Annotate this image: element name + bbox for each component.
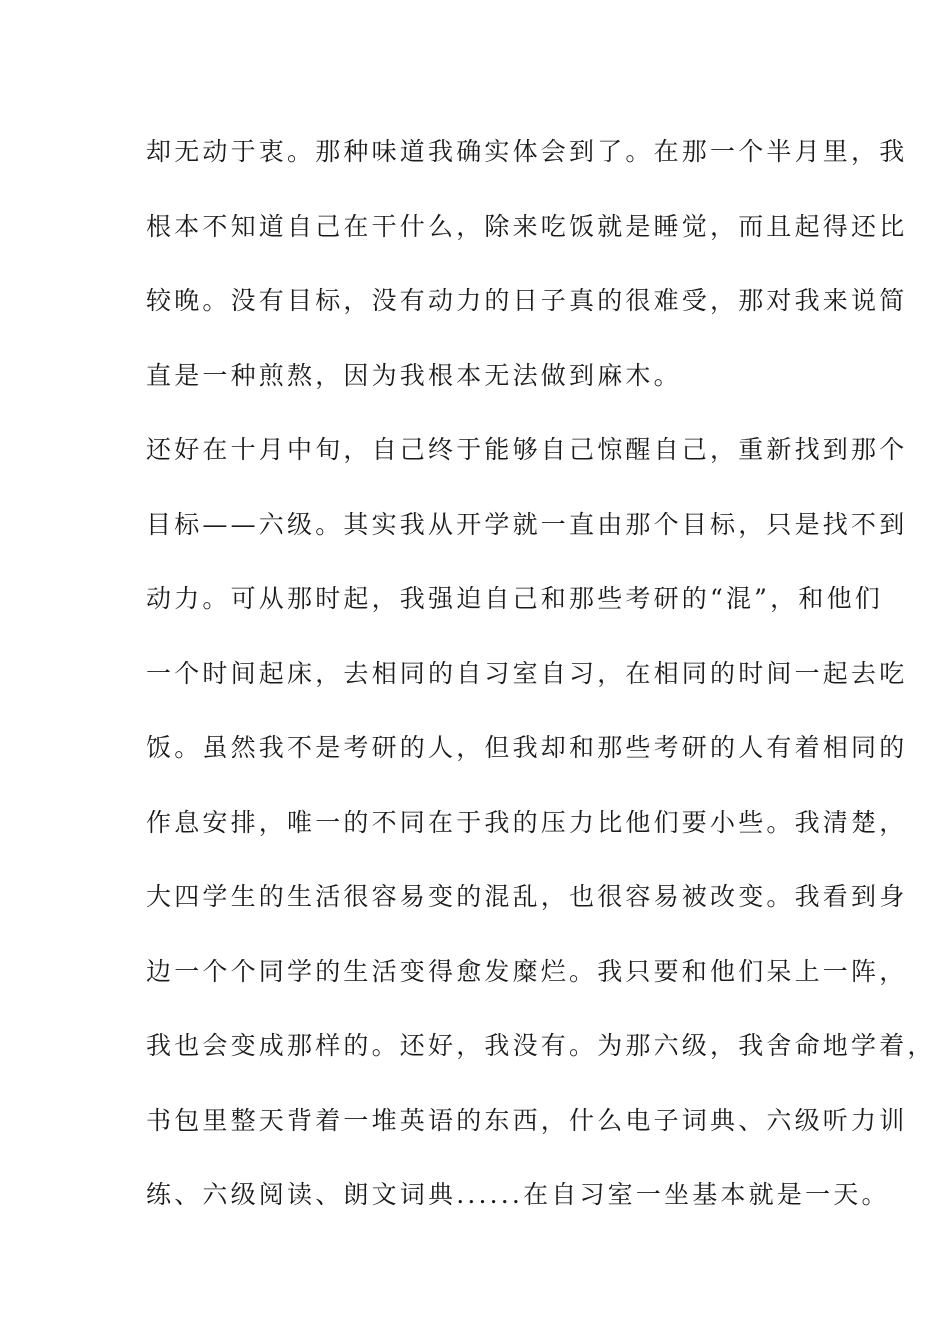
text-line: 却无动于衷。那种味道我确实体会到了。在那一个半月里，我 [146, 137, 908, 166]
text-line: 大四学生的生活很容易变的混乱，也很容易被改变。我看到身 [146, 882, 908, 911]
text-line: 动力。可从那时起，我强迫自己和那些考研的“混”，和他们 [146, 584, 883, 613]
text-line: 边一个个同学的生活变得愈发糜烂。我只要和他们呆上一阵， [146, 956, 908, 986]
document-body [146, 128, 936, 1246]
text-line: 我也会变成那样的。还好，我没有。为那六级，我舍命地学着， [146, 1031, 936, 1060]
text-line: 作息安排，唯一的不同在于我的压力比他们要小些。我清楚， [146, 807, 908, 837]
text-line: 还好在十月中旬，自己终于能够自己惊醒自己，重新找到那个 [146, 435, 908, 464]
text-line: 书包里整天背着一堆英语的东西，什么电子词典、六级听力训 [146, 1105, 908, 1135]
text-line: 直是一种煎熬，因为我根本无法做到麻木。 [146, 360, 682, 390]
text-line: 一个时间起床，去相同的自习室自习，在相同的时间一起去吃 [146, 658, 908, 688]
text-line: 饭。虽然我不是考研的人，但我却和那些考研的人有着相同的 [146, 733, 908, 762]
text-line: 较晚。没有目标，没有动力的日子真的很难受，那对我来说简 [146, 286, 908, 315]
text-line: 目标——六级。其实我从开学就一直由那个目标，只是找不到 [146, 509, 908, 539]
text-line: 练、六级阅读、朗文词典......在自习室一坐基本就是一天。 [146, 1180, 890, 1209]
text-line: 根本不知道自己在干什么，除来吃饭就是睡觉，而且起得还比 [146, 211, 908, 241]
